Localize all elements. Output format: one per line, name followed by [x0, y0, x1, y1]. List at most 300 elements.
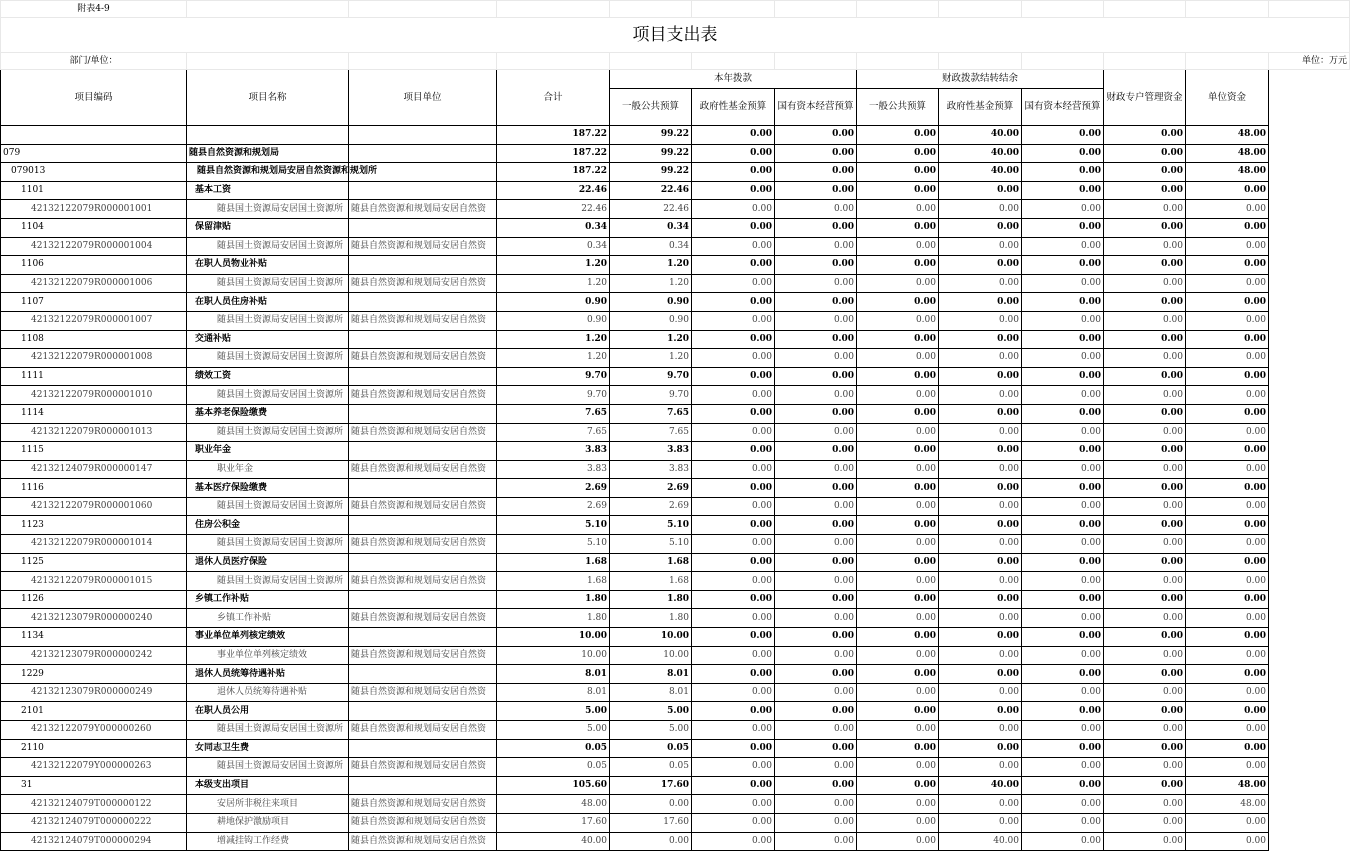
- cell-project-code: 42132124079T000000122: [1, 795, 187, 814]
- cell-amount: 0.00: [1186, 218, 1269, 237]
- cell-amount: 0.00: [1104, 813, 1186, 832]
- cell-amount: 0.00: [1022, 646, 1104, 665]
- cell-amount: 0.00: [939, 590, 1022, 609]
- cell-amount: 0.00: [1022, 126, 1104, 145]
- cell-amount: 0.00: [939, 256, 1022, 275]
- cell-amount: 0.00: [775, 367, 857, 386]
- cell-amount: 0.00: [857, 665, 939, 684]
- summary-row: [1, 218, 1350, 237]
- cell-amount: 0.00: [857, 442, 939, 461]
- cell-amount: 0.00: [939, 237, 1022, 256]
- cell-project-code: 1123: [1, 516, 187, 535]
- cell-amount: 0.00: [1186, 330, 1269, 349]
- cell-amount: 0.00: [1022, 144, 1104, 163]
- cell-project-name: 事业单位单列核定绩效: [187, 628, 349, 647]
- sheet-body: [1, 126, 1350, 851]
- cell-amount: 0.00: [775, 163, 857, 182]
- cell-amount: 22.46: [610, 200, 692, 219]
- cell-project-code: 1229: [1, 665, 187, 684]
- cell-amount: 0.00: [1022, 404, 1104, 423]
- summary-row: [1, 516, 1350, 535]
- cell-amount: 5.00: [497, 702, 610, 721]
- cell-amount: 0.00: [692, 739, 775, 758]
- summary-row: [1, 479, 1350, 498]
- cell-amount: 40.00: [939, 144, 1022, 163]
- cell-amount: 0.00: [857, 553, 939, 572]
- cell-amount: 0.00: [1186, 311, 1269, 330]
- cell-amount: 8.01: [497, 665, 610, 684]
- cell-project-name: 退休人员统筹待遇补贴: [187, 665, 349, 684]
- detail-row: [1, 497, 1350, 516]
- cell-amount: 0.00: [939, 442, 1022, 461]
- cell-amount: 0.05: [610, 739, 692, 758]
- cell-amount: 0.00: [692, 404, 775, 423]
- cell-amount: 0.00: [939, 218, 1022, 237]
- cell-amount: 40.00: [939, 776, 1022, 795]
- cell-amount: 0.00: [775, 218, 857, 237]
- cell-amount: 0.05: [610, 758, 692, 777]
- cell-amount: 0.00: [857, 349, 939, 368]
- cell-project-name: 基本医疗保险缴费: [187, 479, 349, 498]
- cell-amount: 0.00: [1104, 386, 1186, 405]
- cell-amount: 0.00: [1104, 404, 1186, 423]
- cell-amount: 0.05: [497, 739, 610, 758]
- cell-project-code: 1125: [1, 553, 187, 572]
- cell-project-unit: 随县自然资源和规划局安居自然资: [349, 646, 497, 665]
- cell-amount: 0.00: [692, 646, 775, 665]
- cell-project-code: 1126: [1, 590, 187, 609]
- cell-amount: 0.05: [497, 758, 610, 777]
- sheet-header: [1, 1, 1350, 126]
- summary-row: [1, 404, 1350, 423]
- cell-amount: 22.46: [497, 200, 610, 219]
- cell-amount: 0.00: [1022, 237, 1104, 256]
- cell-amount: 0.00: [775, 702, 857, 721]
- detail-row: [1, 237, 1350, 256]
- cell-amount: 0.00: [1104, 367, 1186, 386]
- cell-amount: 0.00: [1022, 628, 1104, 647]
- cell-project-unit: [349, 776, 497, 795]
- cell-amount: 48.00: [1186, 163, 1269, 182]
- cell-amount: 5.10: [497, 535, 610, 554]
- cell-amount: 9.70: [610, 367, 692, 386]
- cell-project-code: 1107: [1, 293, 187, 312]
- cell-amount: 0.00: [1104, 646, 1186, 665]
- cell-amount: 0.00: [775, 256, 857, 275]
- cell-amount: 0.00: [1186, 572, 1269, 591]
- cell-amount: 1.68: [610, 553, 692, 572]
- cell-amount: 0.00: [1186, 200, 1269, 219]
- cell-amount: 5.00: [497, 721, 610, 740]
- cell-project-unit: [349, 665, 497, 684]
- cell-amount: 5.00: [610, 721, 692, 740]
- cell-amount: 0.00: [857, 181, 939, 200]
- cell-amount: 0.00: [1104, 721, 1186, 740]
- cell-project-name: 事业单位单列核定绩效: [187, 646, 349, 665]
- cell-amount: 0.00: [857, 590, 939, 609]
- summary-row: [1, 256, 1350, 275]
- cell-amount: 0.00: [1186, 721, 1269, 740]
- cell-project-name: 随县国土资源局安居国土资源所: [187, 386, 349, 405]
- cell-amount: 5.00: [610, 702, 692, 721]
- cell-amount: 0.00: [1022, 274, 1104, 293]
- cell-amount: 10.00: [610, 646, 692, 665]
- cell-amount: 0.00: [1186, 832, 1269, 851]
- cell-amount: 0.00: [857, 479, 939, 498]
- cell-amount: 0.00: [1022, 553, 1104, 572]
- detail-row: [1, 460, 1350, 479]
- cell-amount: 0.00: [775, 832, 857, 851]
- cell-amount: 0.00: [692, 535, 775, 554]
- cell-amount: 40.00: [939, 126, 1022, 145]
- cell-amount: 0.00: [692, 721, 775, 740]
- cell-amount: 1.80: [497, 590, 610, 609]
- cell-amount: 0.00: [1022, 218, 1104, 237]
- cell-amount: 0.00: [857, 237, 939, 256]
- cell-amount: 0.00: [939, 386, 1022, 405]
- cell-project-unit: [349, 404, 497, 423]
- cell-project-code: 42132123079R000000240: [1, 609, 187, 628]
- cell-amount: 0.00: [857, 813, 939, 832]
- cell-amount: 0.00: [1104, 144, 1186, 163]
- cell-amount: 0.00: [857, 721, 939, 740]
- cell-amount: 0.34: [610, 218, 692, 237]
- cell-amount: 7.65: [610, 404, 692, 423]
- cell-amount: 0.90: [497, 311, 610, 330]
- cell-amount: 0.00: [1104, 218, 1186, 237]
- cell-amount: 187.22: [497, 144, 610, 163]
- cell-project-code: 1114: [1, 404, 187, 423]
- cell-amount: 7.65: [497, 404, 610, 423]
- header-current-year-appropriation: 本年拨款: [610, 70, 857, 89]
- cell-project-name: 基本工资: [187, 181, 349, 200]
- cell-amount: 9.70: [497, 367, 610, 386]
- cell-amount: 0.00: [692, 293, 775, 312]
- detail-row: [1, 832, 1350, 851]
- cell-project-name: 随县国土资源局安居国土资源所: [187, 237, 349, 256]
- detail-row: [1, 683, 1350, 702]
- cell-amount: 0.00: [692, 367, 775, 386]
- cell-amount: 0.00: [857, 144, 939, 163]
- cell-amount: 1.68: [610, 572, 692, 591]
- cell-amount: 0.00: [1022, 423, 1104, 442]
- cell-amount: 0.00: [857, 126, 939, 145]
- cell-project-name: 交通补贴: [187, 330, 349, 349]
- cell-amount: 1.20: [497, 349, 610, 368]
- cell-amount: 7.65: [610, 423, 692, 442]
- cell-project-code: 42132122079R000001015: [1, 572, 187, 591]
- cell-amount: 0.00: [939, 758, 1022, 777]
- cell-project-name: 随县国土资源局安居国土资源所: [187, 497, 349, 516]
- cell-amount: 2.69: [497, 497, 610, 516]
- cell-project-code: 42132122079R000001014: [1, 535, 187, 554]
- cell-amount: 0.00: [1186, 497, 1269, 516]
- cell-project-unit: [349, 553, 497, 572]
- dept-label: 部门/单位：: [1, 53, 187, 70]
- cell-project-name: 增减挂钩工作经费: [187, 832, 349, 851]
- cell-amount: 0.00: [692, 218, 775, 237]
- cell-amount: 0.00: [1022, 163, 1104, 182]
- cell-project-unit: 随县自然资源和规划局安居自然资: [349, 683, 497, 702]
- cell-amount: 8.01: [497, 683, 610, 702]
- cell-amount: 48.00: [1186, 126, 1269, 145]
- cell-amount: 0.00: [1186, 646, 1269, 665]
- cell-amount: 0.00: [1104, 758, 1186, 777]
- cell-amount: 0.00: [1186, 479, 1269, 498]
- cell-project-code: 42132122079R000001060: [1, 497, 187, 516]
- cell-amount: 2.69: [497, 479, 610, 498]
- cell-amount: 0.00: [1104, 516, 1186, 535]
- cell-amount: 0.00: [1022, 386, 1104, 405]
- cell-project-name: 本级支出项目: [187, 776, 349, 795]
- cell-amount: 0.00: [692, 349, 775, 368]
- cell-amount: 0.00: [1104, 442, 1186, 461]
- cell-amount: 0.00: [1022, 311, 1104, 330]
- cell-amount: 10.00: [610, 628, 692, 647]
- cell-project-code: 31: [1, 776, 187, 795]
- cell-amount: 0.00: [939, 367, 1022, 386]
- cell-project-code: 42132124079T000000294: [1, 832, 187, 851]
- cell-project-code: 42132122079R000001013: [1, 423, 187, 442]
- cell-amount: 0.00: [939, 739, 1022, 758]
- cell-project-code: 1101: [1, 181, 187, 200]
- cell-amount: 1.20: [610, 256, 692, 275]
- cell-project-name: 退休人员统筹待遇补贴: [187, 683, 349, 702]
- cell-project-name: 随县自然资源和规划局: [187, 144, 349, 163]
- cell-amount: 17.60: [610, 776, 692, 795]
- cell-amount: 0.00: [939, 460, 1022, 479]
- cell-project-unit: [349, 628, 497, 647]
- cell-amount: 1.80: [610, 590, 692, 609]
- cell-amount: 0.00: [1022, 367, 1104, 386]
- cell-amount: 0.00: [775, 497, 857, 516]
- cell-amount: 0.00: [1104, 665, 1186, 684]
- cell-amount: 0.00: [857, 516, 939, 535]
- cell-amount: 0.90: [497, 293, 610, 312]
- cell-amount: 0.00: [1186, 181, 1269, 200]
- cell-amount: 0.90: [610, 311, 692, 330]
- cell-amount: 0.00: [939, 293, 1022, 312]
- cell-amount: 0.00: [939, 665, 1022, 684]
- summary-row: [1, 330, 1350, 349]
- header-gov-fund-carryover: 政府性基金预算: [939, 89, 1022, 126]
- cell-amount: 0.00: [939, 702, 1022, 721]
- cell-amount: 0.00: [857, 330, 939, 349]
- cell-amount: 0.00: [692, 702, 775, 721]
- cell-project-unit: 随县自然资源和规划局安居自然资: [349, 311, 497, 330]
- detail-row: [1, 349, 1350, 368]
- cell-amount: 0.00: [1022, 535, 1104, 554]
- cell-project-name: 乡镇工作补贴: [187, 590, 349, 609]
- cell-amount: 0.00: [775, 460, 857, 479]
- cell-amount: 0.00: [939, 479, 1022, 498]
- cell-amount: 0.00: [857, 163, 939, 182]
- cell-amount: 0.00: [1186, 535, 1269, 554]
- header-general-budget-carryover: 一般公共预算: [857, 89, 939, 126]
- cell-amount: 0.00: [939, 311, 1022, 330]
- cell-amount: 0.00: [1104, 628, 1186, 647]
- cell-project-unit: 随县自然资源和规划局安居自然资: [349, 200, 497, 219]
- cell-amount: 187.22: [497, 163, 610, 182]
- cell-amount: 0.00: [939, 497, 1022, 516]
- cell-amount: 0.00: [1186, 349, 1269, 368]
- header-state-capital-carryover: 国有资本经营预算: [1022, 89, 1104, 126]
- cell-amount: 0.00: [939, 646, 1022, 665]
- cell-amount: 0.00: [775, 386, 857, 405]
- cell-amount: 0.00: [857, 497, 939, 516]
- cell-amount: 0.00: [939, 683, 1022, 702]
- detail-row: [1, 311, 1350, 330]
- cell-amount: 0.00: [775, 628, 857, 647]
- cell-amount: 0.00: [1186, 813, 1269, 832]
- cell-project-name: 随县国土资源局安居国土资源所: [187, 721, 349, 740]
- detail-row: [1, 572, 1350, 591]
- cell-amount: 2.69: [610, 497, 692, 516]
- cell-amount: 0.00: [939, 349, 1022, 368]
- cell-amount: 0.00: [1186, 516, 1269, 535]
- cell-amount: 0.00: [775, 349, 857, 368]
- cell-amount: 0.00: [775, 442, 857, 461]
- cell-project-code: 1104: [1, 218, 187, 237]
- cell-project-name: 随县国土资源局安居国土资源所: [187, 311, 349, 330]
- cell-project-name: 在职人员物业补贴: [187, 256, 349, 275]
- cell-amount: 0.00: [1186, 423, 1269, 442]
- cell-amount: 48.00: [1186, 795, 1269, 814]
- cell-amount: 0.00: [692, 442, 775, 461]
- cell-amount: 0.00: [1022, 479, 1104, 498]
- cell-amount: 0.00: [939, 200, 1022, 219]
- cell-project-name: 职业年金: [187, 460, 349, 479]
- cell-project-code: 42132122079Y000000260: [1, 721, 187, 740]
- cell-amount: 0.00: [857, 218, 939, 237]
- cell-amount: 0.00: [692, 516, 775, 535]
- cell-amount: 0.00: [1186, 460, 1269, 479]
- cell-amount: 0.00: [1104, 256, 1186, 275]
- cell-amount: 0.00: [692, 311, 775, 330]
- cell-project-name: 随县国土资源局安居国土资源所: [187, 274, 349, 293]
- cell-amount: 0.00: [857, 702, 939, 721]
- cell-amount: 0.34: [497, 218, 610, 237]
- detail-row: [1, 721, 1350, 740]
- cell-amount: 0.00: [939, 516, 1022, 535]
- cell-amount: 0.00: [939, 813, 1022, 832]
- cell-amount: 0.00: [1104, 535, 1186, 554]
- cell-amount: 105.60: [497, 776, 610, 795]
- cell-amount: 0.00: [1022, 832, 1104, 851]
- cell-amount: 0.00: [1022, 609, 1104, 628]
- cell-amount: 0.00: [775, 293, 857, 312]
- cell-amount: 0.00: [692, 553, 775, 572]
- summary-row: [1, 553, 1350, 572]
- cell-amount: 0.00: [1186, 739, 1269, 758]
- cell-amount: 0.00: [775, 665, 857, 684]
- cell-amount: 0.00: [775, 516, 857, 535]
- cell-amount: 0.00: [692, 628, 775, 647]
- cell-amount: 0.00: [1186, 386, 1269, 405]
- cell-project-name: 住房公积金: [187, 516, 349, 535]
- cell-amount: 0.00: [857, 200, 939, 219]
- summary-row: [1, 163, 1350, 182]
- unit-label: 单位：万元: [1269, 53, 1350, 70]
- cell-project-unit: [349, 442, 497, 461]
- cell-amount: 48.00: [1186, 776, 1269, 795]
- cell-project-unit: 随县自然资源和规划局安居自然资: [349, 813, 497, 832]
- cell-project-unit: 随县自然资源和规划局安居自然资: [349, 758, 497, 777]
- cell-amount: 0.00: [939, 795, 1022, 814]
- cell-project-code: 1111: [1, 367, 187, 386]
- cell-project-unit: 随县自然资源和规划局安居自然资: [349, 497, 497, 516]
- cell-amount: 0.00: [1104, 237, 1186, 256]
- cell-project-code: 1106: [1, 256, 187, 275]
- cell-project-code: 42132122079R000001004: [1, 237, 187, 256]
- header-unit-funds: 单位资金: [1186, 70, 1269, 126]
- page-title: 项目支出表: [1, 18, 1350, 53]
- cell-amount: 99.22: [610, 163, 692, 182]
- cell-amount: 0.00: [1104, 181, 1186, 200]
- cell-amount: 48.00: [497, 795, 610, 814]
- cell-amount: 0.00: [775, 590, 857, 609]
- cell-amount: 0.00: [775, 126, 857, 145]
- detail-row: [1, 200, 1350, 219]
- cell-project-code: 42132123079R000000242: [1, 646, 187, 665]
- cell-project-name: 退休人员医疗保险: [187, 553, 349, 572]
- cell-project-name: 随县国土资源局安居国土资源所: [187, 535, 349, 554]
- cell-amount: 0.00: [1186, 367, 1269, 386]
- cell-amount: 0.00: [775, 144, 857, 163]
- cell-project-code: 42132123079R000000249: [1, 683, 187, 702]
- cell-project-name: 在职人员公用: [187, 702, 349, 721]
- cell-amount: 0.00: [692, 832, 775, 851]
- cell-project-code: 1115: [1, 442, 187, 461]
- cell-amount: 0.00: [1022, 349, 1104, 368]
- cell-amount: 0.00: [1022, 516, 1104, 535]
- cell-amount: 0.00: [775, 739, 857, 758]
- cell-amount: 1.68: [497, 572, 610, 591]
- detail-row: [1, 609, 1350, 628]
- cell-amount: 0.34: [497, 237, 610, 256]
- cell-amount: 0.00: [1022, 330, 1104, 349]
- cell-project-unit: 随县自然资源和规划局安居自然资: [349, 349, 497, 368]
- cell-amount: 0.00: [1104, 200, 1186, 219]
- cell-amount: 0.00: [939, 628, 1022, 647]
- cell-amount: 1.80: [497, 609, 610, 628]
- cell-amount: 0.00: [939, 535, 1022, 554]
- cell-project-code: 079013: [1, 163, 187, 182]
- cell-project-unit: 随县自然资源和规划局安居自然资: [349, 832, 497, 851]
- cell-amount: 0.00: [1022, 721, 1104, 740]
- cell-amount: 0.00: [692, 776, 775, 795]
- header-code: 项目编码: [1, 70, 187, 126]
- cell-amount: 0.00: [1022, 590, 1104, 609]
- cell-amount: 0.00: [857, 367, 939, 386]
- cell-amount: 0.00: [1186, 442, 1269, 461]
- cell-amount: 1.20: [497, 330, 610, 349]
- summary-row: [1, 126, 1350, 145]
- cell-project-name: 女同志卫生费: [187, 739, 349, 758]
- cell-amount: 0.90: [610, 293, 692, 312]
- header-gov-fund: 政府性基金预算: [692, 89, 775, 126]
- cell-amount: 0.00: [1186, 758, 1269, 777]
- cell-amount: 0.00: [1104, 609, 1186, 628]
- cell-amount: 1.20: [610, 274, 692, 293]
- cell-amount: 0.00: [857, 572, 939, 591]
- cell-amount: 0.00: [1022, 813, 1104, 832]
- cell-project-unit: 随县自然资源和规划局安居自然资: [349, 460, 497, 479]
- cell-amount: 0.00: [692, 256, 775, 275]
- cell-amount: 0.00: [775, 758, 857, 777]
- header-total: 合计: [497, 70, 610, 126]
- detail-row: [1, 423, 1350, 442]
